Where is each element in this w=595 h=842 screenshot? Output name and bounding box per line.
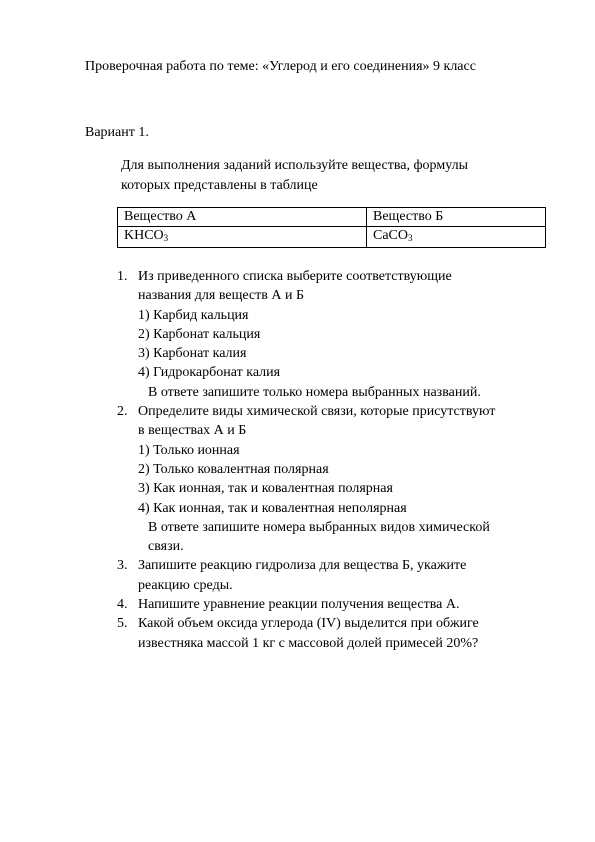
- table-header-a: Вещество А: [118, 208, 367, 227]
- task-2: [117, 402, 557, 556]
- table-row: [118, 227, 546, 248]
- task-text: Напишите уравнение реакции получения вещества А.: [138, 597, 460, 613]
- answer-option: 3) Карбонат калия: [138, 346, 247, 362]
- task-number: 2.: [117, 404, 128, 420]
- task-text: Запишите реакцию гидролиза для вещества Б, укажите: [138, 558, 467, 574]
- task-body: [138, 267, 557, 402]
- answer-option: 2) Только ковалентная полярная: [138, 461, 329, 477]
- instructions: [121, 156, 541, 196]
- answer-note: связи.: [148, 539, 184, 555]
- task-text: Определите виды химической связи, которые присутствуют: [138, 404, 496, 420]
- answer-option: 1) Карбид кальция: [138, 307, 249, 323]
- task-body: [138, 556, 557, 595]
- task-body: [138, 402, 557, 556]
- answer-option: 2) Карбонат кальция: [138, 326, 261, 342]
- task-number: 3.: [117, 558, 128, 574]
- instructions-line: Для выполнения заданий используйте вещества, формулы: [121, 158, 468, 173]
- task-number: 5.: [117, 616, 128, 632]
- task-5: [117, 614, 557, 653]
- table-header-row: [118, 208, 546, 227]
- task-text: Из приведенного списка выберите соответствующие: [138, 269, 452, 284]
- task-text: названия для веществ А и Б: [138, 288, 305, 304]
- formula-b-subscript: 3: [408, 233, 413, 243]
- formula-b-base: CaCO: [373, 228, 408, 243]
- answer-option: 1) Только ионная: [138, 442, 240, 458]
- task-text: Какой объем оксида углерода (IV) выделится при обжиге: [138, 616, 479, 632]
- substances-table: [117, 207, 546, 248]
- variant-label: Вариант 1.: [85, 125, 149, 140]
- task-4: [117, 595, 557, 614]
- answer-option: 3) Как ионная, так и ковалентная полярная: [138, 481, 393, 497]
- instructions-line: которых представлены в таблице: [121, 178, 318, 193]
- task-text: известняка массой 1 кг с массовой долей примесей 20%?: [138, 635, 479, 651]
- table-header-b: Вещество Б: [367, 208, 546, 227]
- task-body: [138, 595, 557, 614]
- task-text: в веществах А и Б: [138, 423, 247, 439]
- formula-b: [367, 227, 546, 248]
- answer-option: 4) Как ионная, так и ковалентная неполярная: [138, 500, 407, 516]
- task-number: 1.: [117, 269, 128, 284]
- task-list: [117, 267, 557, 653]
- formula-a: [118, 227, 367, 248]
- answer-option: 4) Гидрокарбонат калия: [138, 365, 281, 381]
- task-3: [117, 556, 557, 595]
- formula-a-base: KHCO: [124, 228, 164, 243]
- document-title: Проверочная работа по теме: «Углерод и его соединения» 9 класс: [85, 59, 476, 74]
- task-number: 4.: [117, 597, 128, 613]
- answer-note: В ответе запишите только номера выбранных названий.: [148, 384, 481, 400]
- answer-note: В ответе запишите номера выбранных видов химической: [148, 519, 490, 535]
- task-1: [117, 267, 557, 402]
- task-text: реакцию среды.: [138, 577, 233, 593]
- task-body: [138, 614, 557, 653]
- formula-a-subscript: 3: [163, 233, 169, 243]
